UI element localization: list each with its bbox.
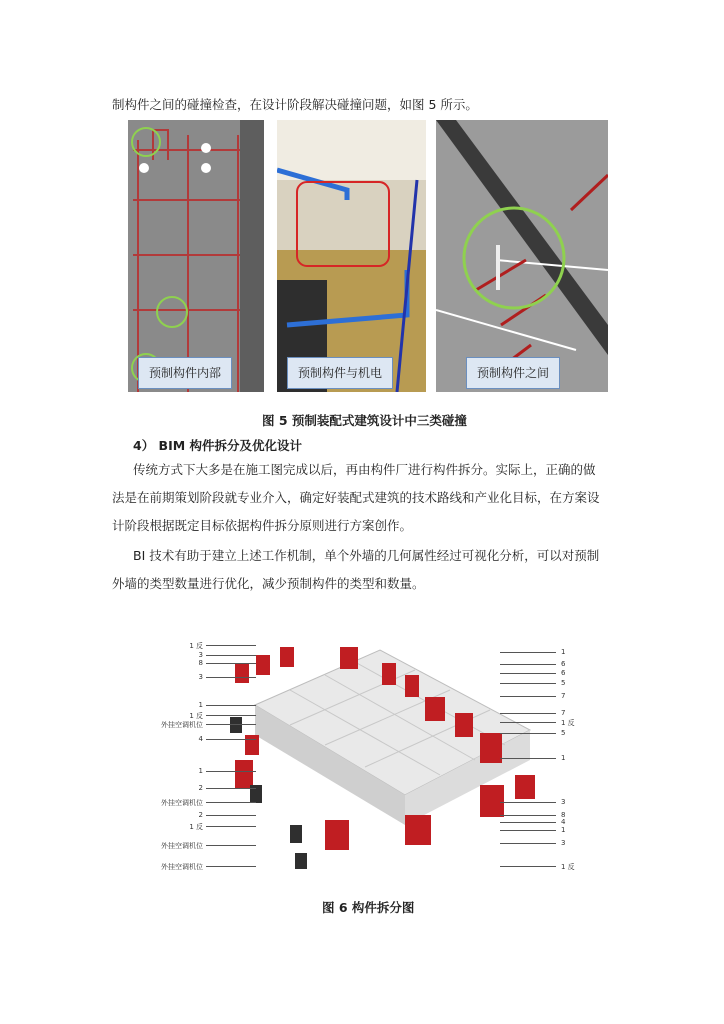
leader-line [206,663,256,664]
figure6-left-label: 1 反 [189,712,203,720]
figure6-right-label: 1 反 [561,719,575,727]
figure6-right-label: 7 [561,709,566,717]
leader-line [206,677,256,678]
figure6-left-label: 1 反 [189,642,203,650]
leader-line [206,715,256,716]
figure6-right-label: 1 [561,826,566,834]
figure6-left-label: 4 [198,735,203,743]
figure6-right-label: 5 [561,729,566,737]
leader-line [500,683,556,684]
leader-line [500,733,556,734]
leader-line [500,866,556,867]
figure6-left-label: 外挂空调机位 [161,842,203,850]
figure6-right-label: 5 [561,679,566,687]
panel-mep-illustration [277,120,426,392]
figure6-right-label: 6 [561,660,566,668]
leader-line [206,788,256,789]
leader-line [206,845,256,846]
figure6-right-label: 4 [561,818,566,826]
figure6-caption: 图 6 构件拆分图 [322,900,415,915]
figure6-left-label: 2 [198,811,203,819]
figure6-right-label: 1 反 [561,863,575,871]
leader-line [500,815,556,816]
leader-line [206,724,256,725]
panel-between-illustration [436,120,608,392]
figure6-left-label: 外挂空调机位 [161,721,203,729]
figure6-left-label: 8 [198,659,203,667]
figure6-left-label: 3 [198,673,203,681]
figure5-panel-between [436,120,608,392]
paragraph-line: BI 技术有助于建立上述工作机制，单个外墙的几何属性经过可视化分析，可以对预制 [133,548,600,563]
intro-text: 制构件之间的碰撞检查，在设计阶段解决碰撞问题，如图 5 所示。 [112,97,478,112]
paragraph-line: 计阶段根据既定目标依据构件拆分原则进行方案创作。 [112,518,413,533]
figure6-left-label: 3 [198,651,203,659]
figure6-right-label: 1 [561,648,566,656]
figure6-left-label: 1 反 [189,823,203,831]
leader-line [500,802,556,803]
leader-line [206,645,256,646]
figure6-left-label: 外挂空调机位 [161,799,203,807]
figure6-right-label: 3 [561,798,566,806]
panel-label: 预制构件与机电 [287,357,393,389]
leader-line [206,826,256,827]
leader-line [500,758,556,759]
leader-line [500,822,556,823]
leader-line [500,830,556,831]
figure6-right-label: 7 [561,692,566,700]
panel-label: 预制构件之间 [466,357,560,389]
figure6-left-label: 1 [198,701,203,709]
leader-line [500,722,556,723]
figure6-left-label: 外挂空调机位 [161,863,203,871]
leader-line [500,652,556,653]
section-heading: 4） BIM 构件拆分及优化设计 [133,438,303,453]
leader-line [206,739,256,740]
paragraph-line: 外墙的类型数量进行优化，减少预制构件的类型和数量。 [112,576,425,591]
panel-label: 预制构件内部 [138,357,232,389]
leader-line [206,802,256,803]
panel-interior-illustration [128,120,264,392]
paragraph-line: 传统方式下大多是在施工图完成以后，再由构件厂进行构件拆分。实际上，正确的做 [133,462,596,477]
figure5-panel-interior [128,120,264,392]
figure6-left-label: 1 [198,767,203,775]
leader-line [206,866,256,867]
leader-line [500,696,556,697]
leader-line [500,664,556,665]
paragraph-line: 法是在前期策划阶段就专业介入，确定好装配式建筑的技术路线和产业化目标，在方案设 [112,490,600,505]
leader-line [500,673,556,674]
leader-line [206,815,256,816]
leader-line [500,843,556,844]
leader-line [206,705,256,706]
leader-line [206,655,256,656]
figure6-right-label: 8 [561,811,566,819]
figure5-panel-mep [277,120,426,392]
figure6-right-label: 3 [561,839,566,847]
leader-line [206,771,256,772]
figure5-caption: 图 5 预制装配式建筑设计中三类碰撞 [262,413,467,428]
figure6-right-label: 6 [561,669,566,677]
leader-line [500,713,556,714]
figure6-left-label: 2 [198,784,203,792]
figure6-right-label: 1 [561,754,566,762]
